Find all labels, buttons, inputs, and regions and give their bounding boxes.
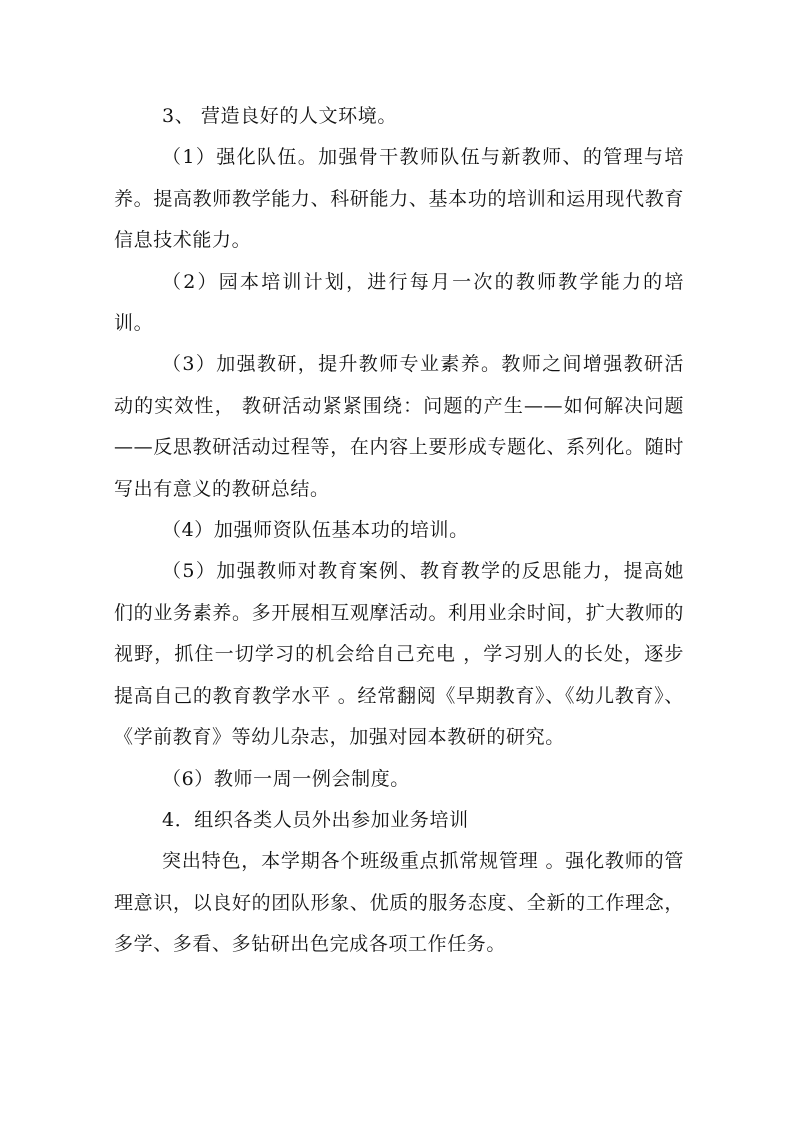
paragraph-item-2: （2）园本培训计划，进行每月一次的教师教学能力的培训。 (114, 270, 684, 335)
section-heading-4: 4．组织各类人员外出参加业务培训 (162, 808, 469, 831)
paragraph-item-6: （6）教师一周一例会制度。 (162, 767, 410, 790)
paragraph-item-5: （5）加强教师对教育案例、教育教学的反思能力，提高她们的业务素养。多开展相互观摩活动。利用业余时间，扩大教师的视野，抓住一切学习的机会给自己充电 ，学习别人的长处，逐步提高自己的教育教学水平 。经常翻阅《早期教育》、《幼儿教育》、《学前教育》等幼儿杂志，加强对园本教研的研究。 (114, 560, 684, 749)
section-heading-3: 3、 营造良好的人文环境。 (162, 105, 397, 127)
document-body (114, 96, 684, 966)
paragraph-item-3: （3）加强教研，提升教师专业素养。教师之间增强教研活动的实效性， 教研活动紧紧围绕：问题的产生——如何解决问题——反思教研活动过程等，在内容上要形成专题化、系列化。随时写出有意义的教研总结。 (114, 353, 684, 500)
paragraph-item-4: （4）加强师资队伍基本功的培训。 (162, 519, 469, 542)
paragraph-item-1: （1）强化队伍。加强骨干教师队伍与新教师、的管理与培养。提高教师教学能力、科研能力、基本功的培训和运用现代教育信息技术能力。 (114, 146, 684, 252)
paragraph-summary: 突出特色，本学期各个班级重点抓常规管理 。强化教师的管理意识，以良好的团队形象、优质的服务态度、全新的工作理念，多学、多看、多钻研出色完成各项工作任务。 (114, 850, 684, 956)
